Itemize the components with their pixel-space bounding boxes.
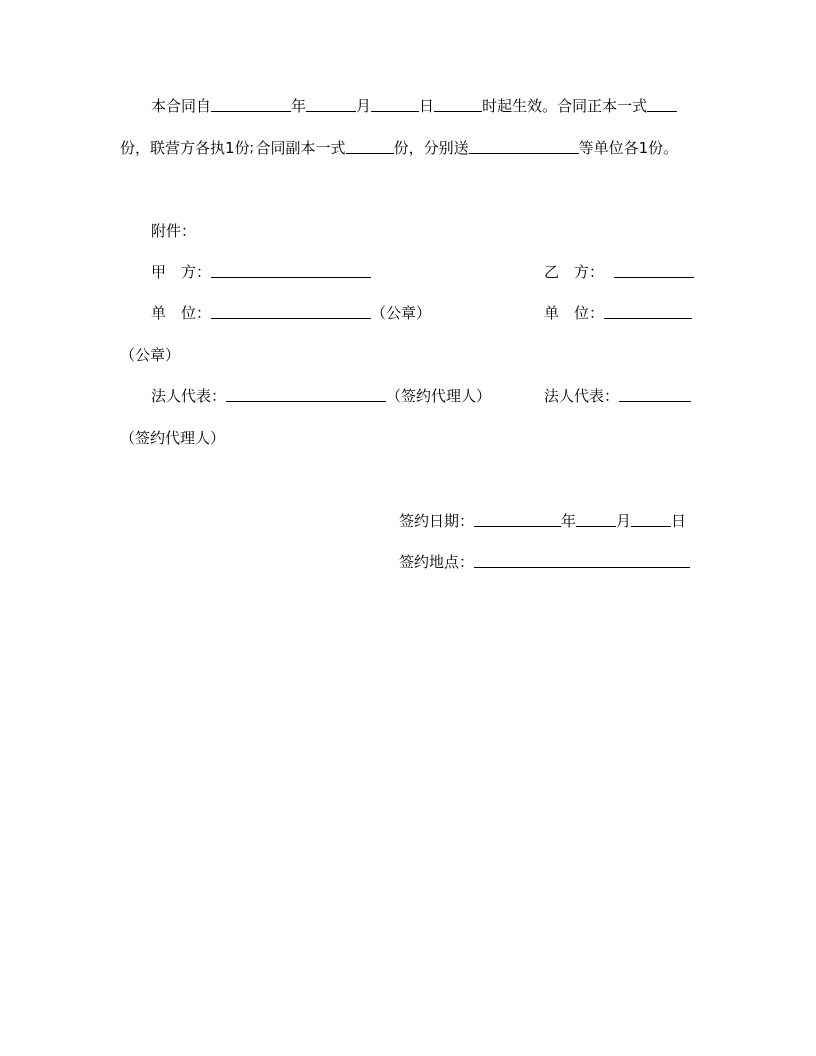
signing-year-label: 年 (561, 512, 577, 530)
party-b-rep-blank (619, 386, 691, 402)
signing-place-label: 签约地点： (399, 553, 475, 571)
party-a-label: 甲 方： (151, 263, 212, 281)
party-b-unit-blank (604, 303, 692, 319)
year-label: 年 (291, 97, 307, 115)
party-a-unit-label: 单 位： (151, 304, 212, 322)
effective-date-line (151, 96, 677, 116)
original-copies-blank (647, 96, 677, 112)
signing-day-blank (631, 511, 671, 527)
signing-date-row (399, 511, 686, 531)
party-a-row (151, 262, 371, 282)
party-a-agent: （签约代理人） (386, 387, 492, 405)
signing-place-blank (474, 552, 690, 568)
party-a-rep-row (151, 386, 491, 406)
day-label: 日 (419, 97, 435, 115)
hour-blank (434, 96, 482, 112)
party-b-seal: （公章） (120, 346, 181, 364)
signing-day-label: 日 (671, 512, 687, 530)
signing-month-label: 月 (616, 512, 632, 530)
recipient-units-blank (469, 138, 579, 154)
year-blank (211, 96, 291, 112)
party-b-unit-row (544, 303, 692, 323)
day-blank (371, 96, 419, 112)
party-a-unit-row (151, 303, 431, 323)
party-b-agent: （签约代理人） (120, 429, 226, 447)
attachment-label: 附件： (151, 222, 197, 240)
party-a-seal: （公章） (371, 304, 432, 322)
copies-suffix: 份，分别送 (393, 139, 469, 157)
signing-date-label: 签约日期： (399, 512, 475, 530)
duplicate-copies-label: 合同副本一式 (255, 139, 346, 157)
semicolon: ; (249, 141, 254, 156)
copies-line (120, 138, 678, 158)
party-a-rep-label: 法人代表： (151, 387, 227, 405)
signing-place-row (399, 552, 690, 572)
effective-text: 时起生效。合同正本一式 (482, 97, 648, 115)
contract-from-label: 本合同自 (151, 97, 212, 115)
party-b-rep-row (544, 386, 691, 406)
party-a-unit-blank (211, 303, 371, 319)
party-a-rep-blank (226, 386, 386, 402)
party-a-blank (211, 262, 371, 278)
duplicate-copies-blank (346, 138, 394, 154)
party-b-unit-label: 单 位： (544, 304, 605, 322)
signing-month-blank (576, 511, 616, 527)
month-label: 月 (356, 97, 372, 115)
party-b-label: 乙 方： (544, 263, 605, 281)
party-b-blank (614, 262, 694, 278)
month-blank (306, 96, 356, 112)
units-suffix: 等单位各1份。 (578, 139, 679, 157)
signing-year-blank (474, 511, 561, 527)
copies-prefix: 份，联营方各执1份 (120, 139, 250, 157)
party-b-rep-label: 法人代表： (544, 387, 620, 405)
party-b-row (544, 262, 694, 282)
